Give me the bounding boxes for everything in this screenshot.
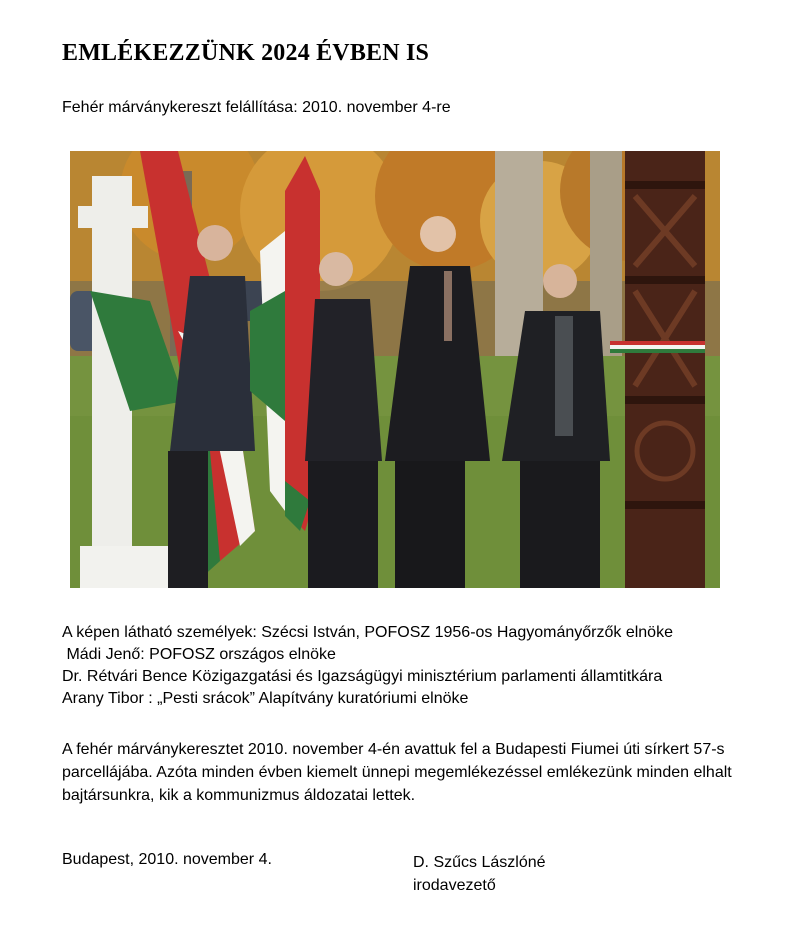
- tricolor-ribbon: [610, 341, 705, 353]
- place-and-date: Budapest, 2010. november 4.: [62, 851, 272, 868]
- signature-name: D. Szűcs Lászlóné: [413, 854, 546, 871]
- caption-line: Arany Tibor : „Pesti srácok” Alapítvány kuratóriumi elnöke: [62, 690, 469, 707]
- document-title: EMLÉKEZZÜNK 2024 ÉVBEN IS: [62, 40, 430, 66]
- memorial-paragraph: A fehér márványkeresztet 2010. november 4-én avattuk fel a Budapesti Fiumei úti sírkert 57-s parcellájába. Azóta minden évben kiemelt ünnepi megemlékezéssel emlékezünk minden elhalt bajtársunkra, kik a kommunizmus áldozatai lettek.: [62, 741, 732, 804]
- caption-line: A képen látható személyek: Szécsi István, POFOSZ 1956-os Hagyományőrzők elnöke: [62, 624, 673, 641]
- document-subtitle: Fehér márványkereszt felállítása: 2010. november 4-re: [62, 99, 451, 116]
- memorial-photo: [70, 151, 720, 588]
- signature-title: irodavezető: [413, 877, 496, 894]
- caption-line: Dr. Rétvári Bence Közigazgatási és Igazságügyi minisztérium parlamenti államtitkára: [62, 668, 663, 685]
- carved-wooden-pole: [625, 151, 705, 588]
- photo-caption: [62, 622, 673, 710]
- caption-line: Mádi Jenő: POFOSZ országos elnöke: [62, 646, 336, 663]
- signature-block: [413, 851, 546, 897]
